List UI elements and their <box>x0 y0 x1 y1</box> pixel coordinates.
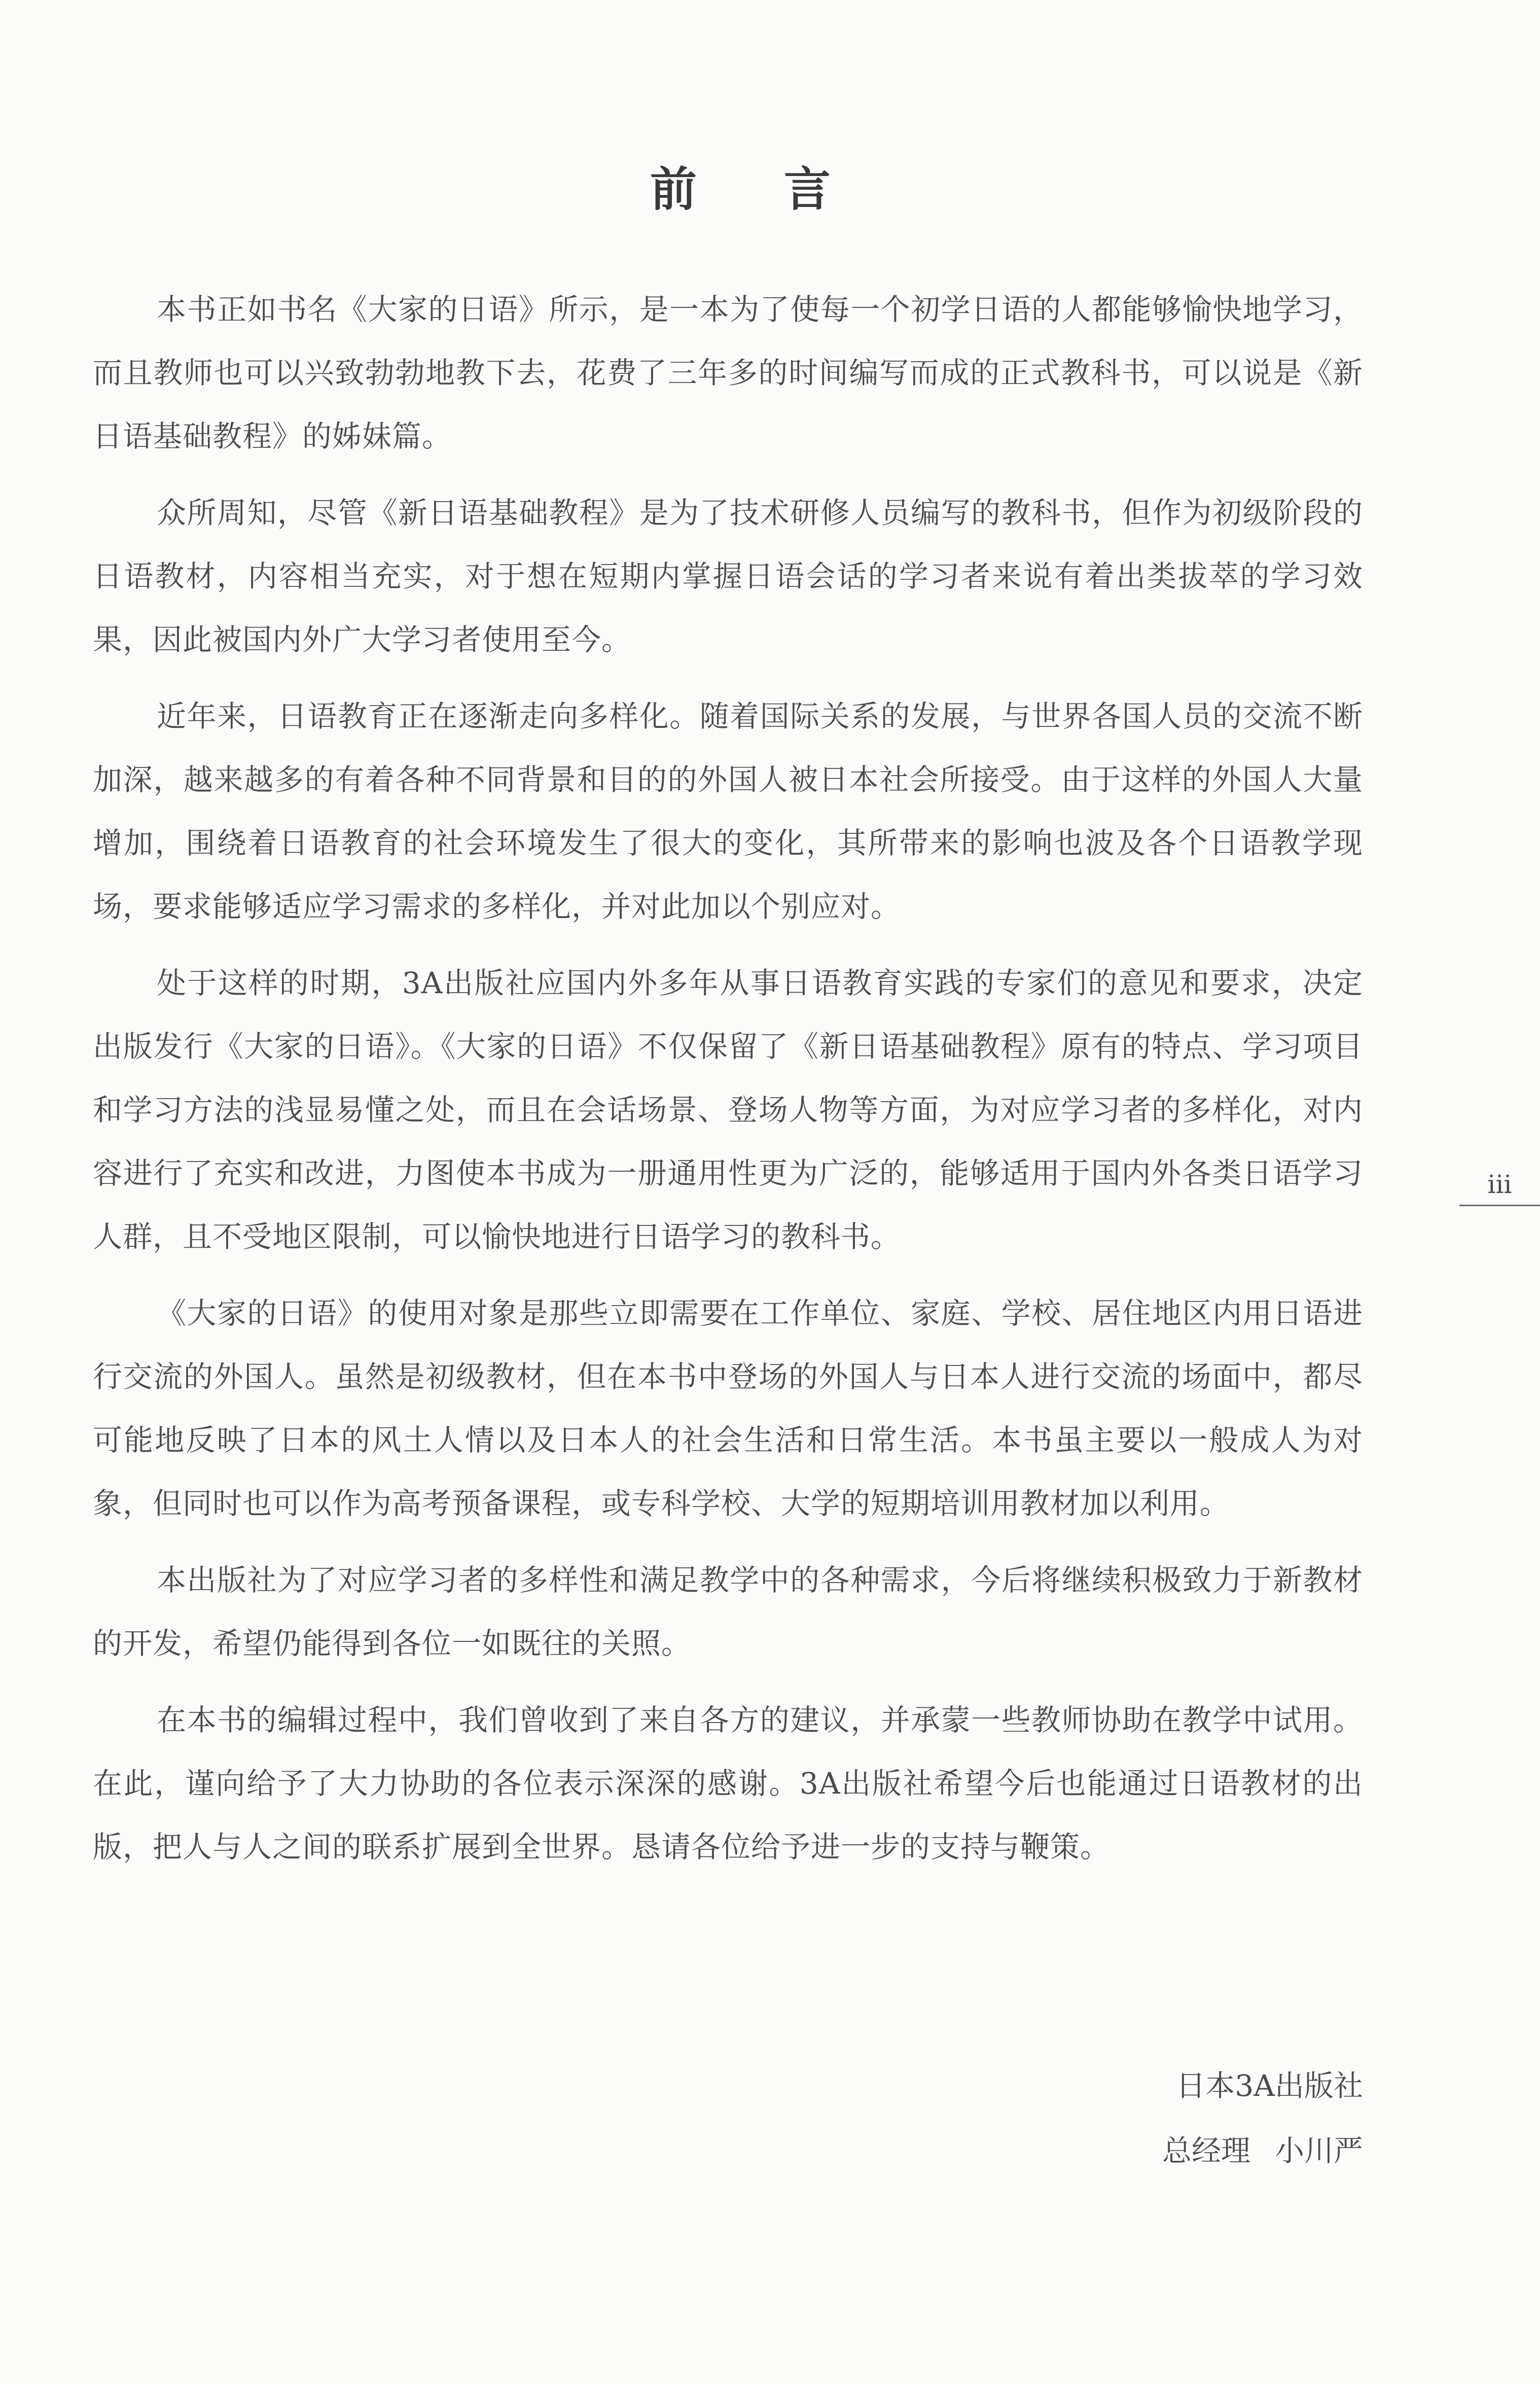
page-title: 前 言 <box>650 162 867 217</box>
paragraph-2: 众所周知，尽管《新日语基础教程》是为了技术研修人员编写的教科书，但作为初级阶段的日语教材，内容相当充实，对于想在短期内掌握日语会话的学习者来说有着出类拔萃的学习效果，因此被国内外广大学习者使用至今。 <box>93 496 1363 657</box>
paragraph-6: 本出版社为了对应学习者的多样性和满足教学中的各种需求，今后将继续积极致力于新教材的开发，希望仍能得到各位一如既往的关照。 <box>93 1563 1363 1661</box>
page-number: iii <box>1487 1170 1512 1199</box>
paragraph-5: 《大家的日语》的使用对象是那些立即需要在工作单位、家庭、学校、居住地区内用日语进行交流的外国人。虽然是初级教材，但在本书中登场的外国人与日本人进行交流的场面中，都尽可能地反映了日本的风土人情以及日本人的社会生活和日常生活。本书虽主要以一般成人为对象，但同时也可以作为高考预备课程，或专科学校、大学的短期培训用教材加以利用。 <box>93 1296 1363 1521</box>
publisher-name: 日本3A出版社 <box>1176 2069 1363 2103</box>
signatory-name: 小川严 <box>1274 2133 1363 2168</box>
paragraph-4: 处于这样的时期，3A出版社应国内外多年从事日语教育实践的专家们的意见和要求，决定出版发行《大家的日语》。《大家的日语》不仅保留了《新日语基础教程》原有的特点、学习项目和学习方法的浅显易懂之处，而且在会话场景、登场人物等方面，为对应学习者的多样化，对内容进行了充实和改进，力图使本书成为一册通用性更为广泛的，能够适用于国内外各类日语学习人群，且不受地区限制，可以愉快地进行日语学习的教科书。 <box>93 966 1363 1254</box>
signature-block <box>1162 2053 1363 2183</box>
paragraph-3: 近年来，日语教育正在逐渐走向多样化。随着国际关系的发展，与世界各国人员的交流不断加深，越来越多的有着各种不同背景和目的的外国人被日本社会所接受。由于这样的外国人大量增加，围绕着日语教育的社会环境发生了很大的变化，其所带来的影响也波及各个日语教学现场，要求能够适应学习需求的多样化，并对此加以个别应对。 <box>93 699 1363 924</box>
preface-body <box>93 278 1363 1892</box>
signatory-line <box>1162 2118 1363 2183</box>
paragraph-1: 本书正如书名《大家的日语》所示，是一本为了使每一个初学日语的人都能够愉快地学习，而且教师也可以兴致勃勃地教下去，花费了三年多的时间编写而成的正式教科书，可以说是《新日语基础教程》的姊妹篇。 <box>93 292 1363 453</box>
page-number-marker <box>1459 1169 1540 1206</box>
page-number-rule <box>1459 1205 1540 1206</box>
paragraph-7: 在本书的编辑过程中，我们曾收到了来自各方的建议，并承蒙一些教师协助在教学中试用。在此，谨向给予了大力协助的各位表示深深的感谢。3A出版社希望今后也能通过日语教材的出版，把人与人之间的联系扩展到全世界。恳请各位给予进一步的支持与鞭策。 <box>93 1703 1363 1864</box>
signatory-position: 总经理 <box>1162 2133 1250 2168</box>
